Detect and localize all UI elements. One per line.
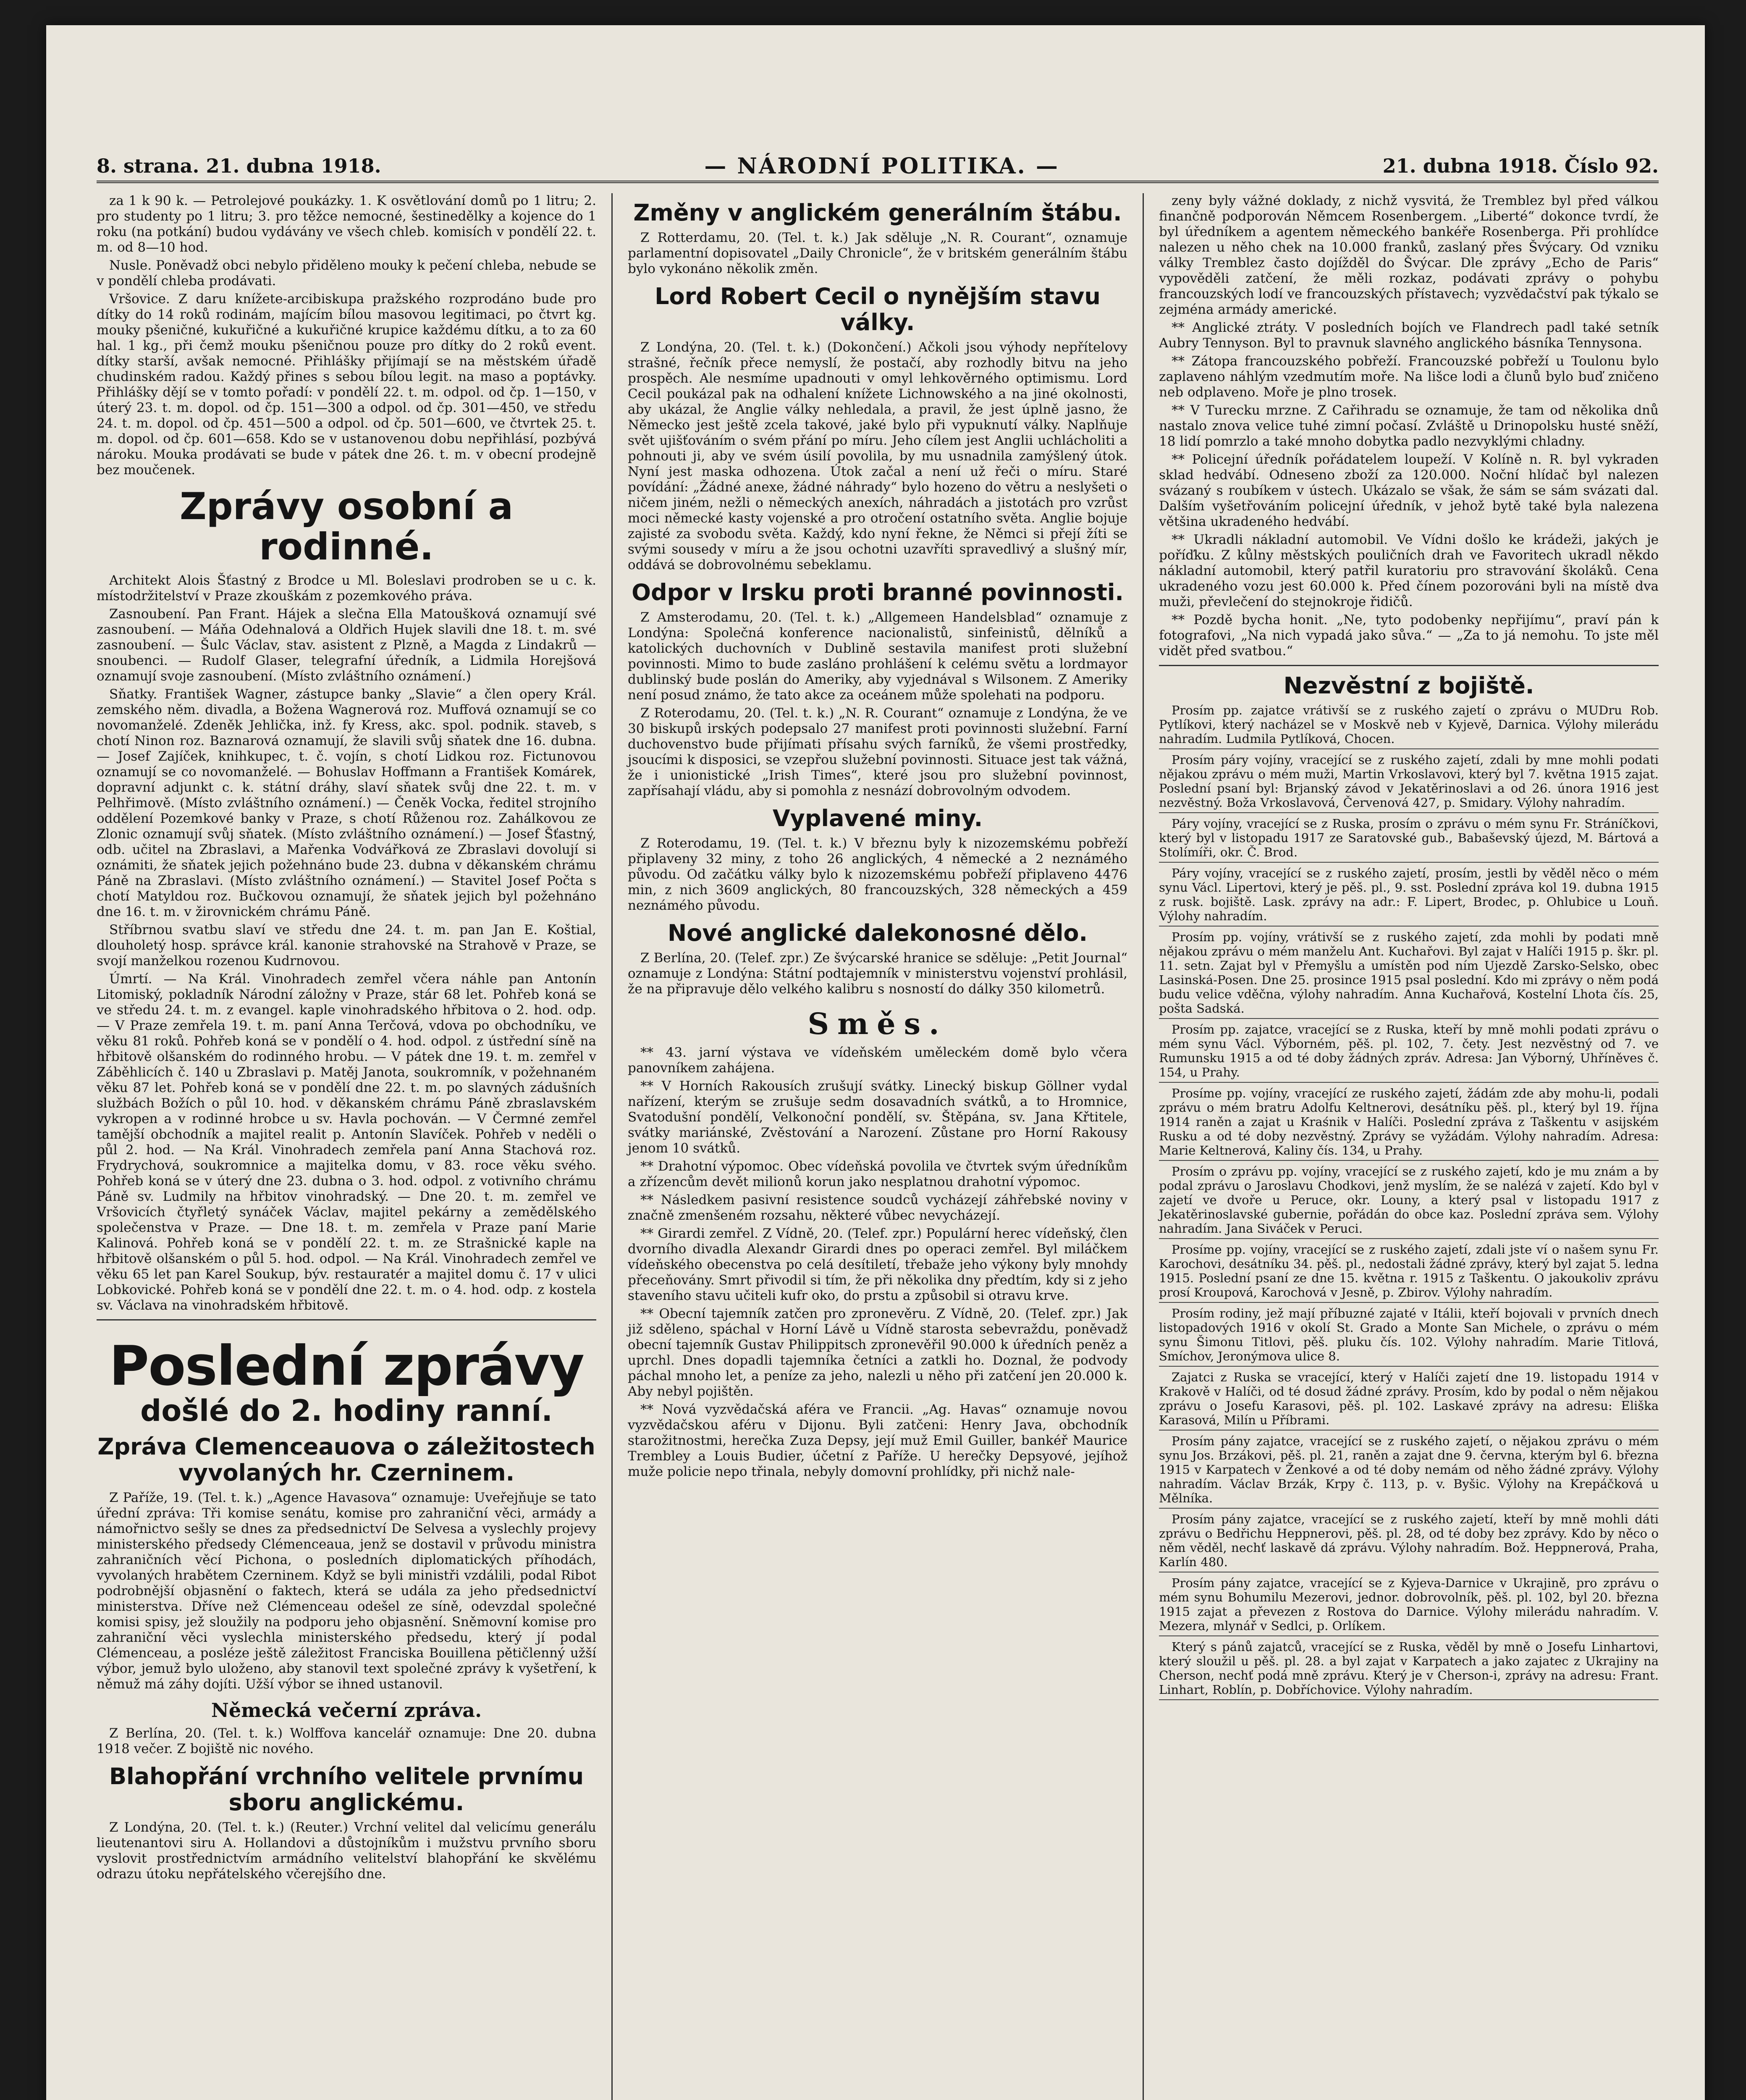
notice: Prosíme pp. vojíny, vracející ze ruského zajetí, žádám zde aby mohu-li, podali zprávu o mém bratru Adolfu Keltnerovi, desátníku pěš. pl., který byl 19. října 1914 raněn a zajat u Kraśnik v Halíči. Poslední zpráva z Taškentu v asijském Rusku a od té doby nezvěstný. Zprávy se vyžádám. Výlohy nahradím. Adresa: Marie Keltnerová, Kaliny čís. 134, u Prahy. [1159, 1086, 1659, 1161]
article-text: Sňatky. František Wagner, zástupce banky „Slavie“ a člen opery Král. zemského něm. divadla, a Božena Wagnerová roz. Muffová oznamují se co novomanželé. Zdeněk Jehlička, inž. fy Kress, akc. spol. podnik. staveb, s chotí Ninon roz. Baznarová oznamují, že slavili svůj sňatek dne 16. dubna. — Josef Zajíček, knihkupec, t. č. vojín, s chotí Lidkou roz. Fictunovou oznamují se co novomanželé. — Bohuslav Hoffmann a František Komárek, dopravní adjunkt c. k. státní dráhy, slaví sňatek svůj dne 22. t. m. v Pelhřimově. (Místo zvláštního oznámení.) — Čeněk Vocka, ředitel strojního oddělení Pozemkové banky v Praze, s chotí Růženou roz. Zahálkovou ze Zlonic oznamují svůj sňatek. (Místo zvláštního oznámení.) — Josef Šťastný, odb. učitel na Zbraslavi, a Mařenka Vodvářková ze Zbraslavi dovolují si oznámiti, že sňatek jejich požehnáno bude 23. dubna v děkanském chrámu Páně na Zbraslavi. (Místo zvláštního oznámení.) — Stavitel Josef Počta s chotí Matyldou roz. Bučkovou oznamují, že sňatek jejich byl požehnáno dne 16. t. m. v žirovnickém chrámu Páně. [97, 687, 596, 919]
article-text: ** Následkem pasivní resistence soudců vycházejí záhřebské noviny v značně zmenšeném rozsahu, některé vůbec nevycházejí. [628, 1192, 1127, 1223]
article-text: Z Roterodamu, 19. (Tel. t. k.) V březnu byly k nizozemskému pobřeží připlaveny 32 miny, z toho 26 anglických, 4 německé a 2 neznámého původu. Od začátku války bylo k nizozemskému pobřeží připlaveno 4476 min, z nich 3609 anglických, 80 francouzských, 328 německých a 459 neznámého původu. [628, 836, 1127, 913]
notice: Prosím rodiny, jež mají příbuzné zajaté v Itálii, kteří bojovali v prvních dnech listopadových 1916 v okolí St. Grado a Monte San Michele, o zprávu o mém synu Šimonu Titlovi, pěš. pluku čís. 102. Výlohy nahradím. Marie Titlová, Smíchov, Jeronýmova ulice 8. [1159, 1306, 1659, 1367]
article-text: Z Berlína, 20. (Telef. zpr.) Ze švýcarské hranice se sděluje: „Petit Journal“ oznamuje z Londýna: Státní podtajemník v ministerstvu vojenství prohlásil, že na připravuje dělo velkého kalibru s nosností do dálky 350 kilometrů. [628, 950, 1127, 997]
article-text: ** Obecní tajemník zatčen pro zpronevěru. Z Vídně, 20. (Telef. zpr.) Jak již sděleno, spáchal v Horní Lávě u Vídně starosta sebevraždu, poněvadž obecní tajemník Gustav Philippitsch zpronevěřil 90.000 k úředních peněz a uprchl. Dnes dopadli tajemníka četníci a zatkli ho. Doznal, že podvody páchal mnoho let, a peníze za jeho, nalezli u něho při zatčení jen 20.000 k. Aby nebyl pojištěn. [628, 1306, 1127, 1399]
article-text: Z Amsterodamu, 20. (Tel. t. k.) „Allgemeen Handelsblad“ oznamuje z Londýna: Společná konference nacionalistů, sinfeinistů, dělníků a katolických duchovních v Dublině sestavila manifest proti služební povinnosti. Mimo to bude zasláno prohlášení k celému světu a lordmayor dublinský bude poslán do Ameriky, aby vyjednával s Wilsonem. Z Ameriky není posud známo, že tato akce za oceánem může spolehati na podporu. [628, 610, 1127, 703]
article-text: za 1 k 90 k. — Petrolejové poukázky. 1. K osvětlování domů po 1 litru; 2. pro studenty po 1 litru; 3. pro těžce nemocné, šestinedělky a kojence do 1 roku (na potkání) budou vydávány ve všech chleb. komisích v pondělí 22. t. m. od 8—10 hod. [97, 193, 596, 255]
article-heading: Lord Robert Cecil o nynějším stavu války. [655, 283, 1101, 336]
missing-persons-notices [1159, 703, 1659, 1700]
columns [97, 193, 1659, 2100]
article-text: Z Rotterdamu, 20. (Tel. t. k.) Jak sděluje „N. R. Courant“, oznamuje parlamentní dopisovatel „Daily Chronicle“, že v britském generálním štábu bylo vykonáno několik změn. [628, 230, 1127, 276]
notice: Zajatci z Ruska se vracející, který v Halíči zajetí dne 19. listopadu 1914 v Krakově v Halíči, od té dosud žádné zprávy. Prosím, kdo by podal o něm nějakou zprávu o Josefu Karasovi, pěš. pl. 102. Laskavé zprávy na adresu: Eliška Karasová, Milín u Příbrami. [1159, 1370, 1659, 1431]
article-text: ** Policejní úředník pořádatelem loupeží. V Kolíně n. R. byl vykraden sklad hedvábí. Odneseno zboží za 120.000. Noční hlídač byl nalezen svázaný s roubíkem v ústech. Ukázalo se však, že sám se sám svázati dal. Dalším vyšetřováním policejní úředník, v jehož bytě také byla nalezena většina ukradeného hedvábí. [1159, 452, 1659, 529]
masthead: — NÁRODNÍ POLITIKA. — [704, 153, 1059, 179]
article-text: Vršovice. Z daru knížete-arcibiskupa pražského rozprodáno bude pro dítky do 14 roků rodinám, majícím bílou masovou legitimaci, po čtvrt kg. mouky pšeničné, kukuřičné a kukuřičné krupice každému dítku, a to za 60 hal. 1 kg., při čemž mouku pšeničnou pouze pro dítky do 2 roků event. dítky starší, avšak nemocné. Přihlášky přijímají se na městském úřadě chudinském radou. Každý přines s sebou bílou legit. na maso a poptávky. Přihlášky dějí se v tomto pořadí: v pondělí 22. t. m. odpol. od čp. 1—150, v úterý 23. t. m. dopol. od čp. 151—300 a odpol. od čp. 301—450, ve středu 24. t. m. dopol. od čp. 451—500 a odpol. od čp. 501—600, ve čtvrtek 25. t. m. dopol. od čp. 601—658. Kdo se v ustanovenou dobu nepřihlásí, pozbývá nároku. Mouka prodávati se bude v pátek dne 26. t. m. v obecní prodejně bez moučenek. [97, 291, 596, 478]
article-text: ** Drahotní výpomoc. Obec vídeňská povolila ve čtvrtek svým úředníkům a zřízencům devět milionů korun jako nesplatnou drahotní výpomoc. [628, 1159, 1127, 1189]
section-heading: Směs. [807, 1006, 948, 1041]
article-heading: Změny v anglickém generálním štábu. [633, 200, 1122, 226]
article-text: Z Berlína, 20. (Tel. t. k.) Wolffova kancelář oznamuje: Dne 20. dubna 1918 večer. Z bojiště nic nového. [97, 1726, 596, 1756]
article-text: ** V Turecku mrzne. Z Cařihradu se oznamuje, že tam od několika dnů nastalo znova velice tuhé zimní počasí. Zvláště u Drinopolsku husté sněží, 18 lidí pomrzlo a také mnoho dobytka padlo nezvyklými chladny. [1159, 403, 1659, 449]
article-text: ** V Horních Rakousích zrušují svátky. Linecký biskup Göllner vydal nařízení, kterým se zrušuje sedm dosavadních svátků, a to Hromnice, Svatodušní pondělí, Velkonoční pondělí, sv. Štěpána, sv. Jana Křtitele, svátky mariánské, Zvěstování a Narození. Zůstane pro Horní Rakousy jenom 10 svátků. [628, 1079, 1127, 1156]
article-text: Z Londýna, 20. (Tel. t. k.) (Reuter.) Vrchní velitel dal velicímu generálu lieutenantovi siru A. Hollandovi a důstojníkům i mužstvu prvního sboru vyslovit prostřednictvím armádního velitelství blahopřání ke skvělému odrazu útoku nepřátelského včerejšího dne. [97, 1820, 596, 1882]
article-text: ** Anglické ztráty. V posledních bojích ve Flandrech padl také setník Aubry Tennyson. Byl to pravnuk slavného anglického básníka Tennysona. [1159, 320, 1659, 351]
notice: Páry vojíny, vracející se z Ruska, prosím o zprávu o mém synu Fr. Stráníčkovi, který byl v listopadu 1917 ze Saratovské gub., Babaševský újezd, M. Bártová a Stolímíři, okr. Č. Brod. [1159, 816, 1659, 863]
divider [1159, 665, 1659, 666]
article-text: ** 43. jarní výstava ve vídeňském uměleckém domě bylo včera panovníkem zahájena. [628, 1045, 1127, 1076]
article-text: Z Londýna, 20. (Tel. t. k.) (Dokončení.) Ačkoli jsou výhody nepřítelovy strašné, řečník přece nemyslí, že postačí, aby rozhodly bitvu na jeho prospěch. Ale nesmíme upadnouti v omyl lehkověrného optimismu. Lord Cecil poukázal pak na odhalení knížete Lichnowského a na jiné okolnosti, aby ukázal, že Anglie války nehledala, a pravil, že jest úplně jasno, že Německo jest ještě zcela takové, jaké bylo při vypuknutí války. Naplňuje svět ujišťováním o svém přání po míru. Jeho cílem jest Anglii uchlácholiti a pohnouti ji, aby ve svém úsilí povolila, by mu usnadnila zamýšlený útok. Nyní jest maska odhozena. Útok začal a není už řeči o míru. Staré povídání: „Žádné anexe, žádné náhrady“ bylo hozeno do větru a neslyšeti o ničem jiném, nežli o německých anexích, náhradách a jistotách pro vzrůst moci německé kasty vojenské a pro otročení ostatního světa. Anglie bojuje zajisté za svobodu světa. Každý, kdo nyní řekne, že Němci si přejí žíti se svými sousedy v míru a že jsou ochotni uzavříti spravedlivý a slušný mír, oddává se dobrovolnému sebeklamu. [628, 340, 1127, 572]
article-text: Stříbrnou svatbu slaví ve středu dne 24. t. m. pan Jan E. Koštial, dlouholetý hosp. správce král. kanonie strahovské na Strahově v Praze, se svojí manželkou rozenou Kudrnovou. [97, 922, 596, 969]
header-right: 21. dubna 1918. Číslo 92. [1382, 155, 1659, 177]
header-left: 8. strana. 21. dubna 1918. [97, 155, 381, 177]
notice: Páry vojíny, vracející se z ruského zajetí, prosím, jestli by věděl něco o mém synu Václ. Lipertovi, který je pěš. pl., 9. sst. Poslední zpráva kol 19. dubna 1915 z rusk. bojiště. Lask. zprávy na adr.: F. Lipert, Brodec, p. Ohlubice u Louň. Výlohy nahradím. [1159, 866, 1659, 927]
notice: Prosím pány zajatce, vracející se z ruského zajetí, o nějakou zprávu o mém synu Jos. Brzákovi, pěš. pl. 21, raněn a zajat dne 9. června, kterým byl 6. března 1915 v Karpatech v Ženkové a od té doby nemám od něho žádné zprávy. Výlohy nahradím. Václav Brzák, Krpy č. 113, p. v. Byšic. Výlohy na Krepáčková u Mělníka. [1159, 1434, 1659, 1509]
newspaper-page [46, 25, 1705, 2100]
notice: Prosíme pp. vojíny, vracející se z ruského zajetí, zdali jste ví o našem synu Fr. Karochovi, desátníku 34. pěš. pl., nedostali žádné zprávy, který byl zajat 5. ledna 1915. Poslední psaní ze dne 15. května r. 1915 z Taškentu. O jakoukoliv zprávu prosí Kroupová, Karochová v Jesně, p. Zbirov. Výlohy nahradím. [1159, 1242, 1659, 1303]
notice: Prosím pp. vojíny, vrátivší se z ruského zajetí, zda mohli by podati mně nějakou zprávu o mém manželu Ant. Kuchařovi. Byl zajat v Halíči 1915 p. škr. pl. 11. setn. Zajat byl v Přemyšlu a umístěn pod ním Ujezdě Zarsko-Selsko, obec Lasinská-Posen. Dne 25. prosince 1915 psal poslední. Kdo mi zprávy o něm podá budu velice vděčna, výlohy nahradím. Anna Kuchařová, Kostelní Lhota čís. 25, pošta Sadská. [1159, 930, 1659, 1019]
section-heading-large: Poslední zprávy [109, 1334, 584, 1398]
notice: Prosím pp. zajatce, vracející se z Ruska, kteří by mně mohli podati zprávu o mém synu Václ. Výborném, pěš. pl. 102, 7. čety. Jest nezvěstný od 7. ve Rumunsku 1915 a od té doby žádných zpráv. Adresa: Jan Výborný, Uhříněves č. 154, u Prahy. [1159, 1022, 1659, 1083]
article-text: Z Roterodamu, 20. (Tel. t. k.) „N. R. Courant“ oznamuje z Londýna, že ve 30 biskupů irských podepsalo 27 manifest proti povinnosti služební. Farní duchovenstvo bude přijímati přísahu svých farníků, že všemi prostředky, jsoucími k disposici, se vzepřou služební povinnosti. Situace jest tak vážná, že i unionistické „Irish Times“, které jsou pro služební povinnost, zapřísahají vládu, aby si pomohla z nesnází dobrovolným odvodem. [628, 706, 1127, 798]
section-subheading: došlé do 2. hodiny ranní. [140, 1394, 553, 1428]
article-text: ** Zátopa francouzského pobřeží. Francouzské pobřeží u Toulonu bylo zaplaveno náhlým vzedmutím moře. Na lišce lodi a člunů bylo buď zničeno neb odplaveno. Moře je plno trosek. [1159, 354, 1659, 400]
article-heading: Vyplavené miny. [772, 805, 983, 832]
article-heading: Německá večerní zpráva. [211, 1699, 482, 1722]
section-heading: Zprávy osobní a rodinné. [179, 485, 514, 568]
notice: Prosím pány zajatce, vracející se z Kyjeva-Darnice v Ukrajině, pro zprávu o mém synu Bohumilu Mezerovi, jednor. dobrovolník, pěš. pl. 102, byl 20. března 1915 zajat a převezen z Rostova do Darnice. Výlohy milerádu nahradím. V. Mezera, mlynář v Sedlci, p. Orlíkem. [1159, 1576, 1659, 1636]
article-heading: Odpor v Irsku proti branné povinnosti. [632, 579, 1124, 606]
article-text: ** Ukradli nákladní automobil. Ve Vídni došlo ke krádeži, jakých je poříďku. Z kůlny městských pouličních drah ve Favoritech ukradl někdo nákladní automobil, který patřil kuratoriu pro stravování školáků. Cena ukradeného vozu jest 60.000 k. Před čínem pozorováni byli na místě dva muži, převlečení do stejnokroje řidičů. [1159, 532, 1659, 609]
notice: Prosím pp. zajatce vrátivší se z ruského zajetí o zprávu o MUDru Rob. Pytlíkovi, který nacházel se v Moskvě neb v Kyjevě, Darnica. Výlohy milerádu nahradím. Ludmila Pytlíková, Chocen. [1159, 703, 1659, 749]
notice: Prosím o zprávu pp. vojíny, vracející se z ruského zajetí, kdo je mu znám a by podal zprávu o Jaroslavu Chodkovi, jenž myslím, že se nalézá v zajetí. Kdo byl v zajetí ve dvoře u Peruce, okr. Louny, a který psal v listopadu 1917 z Jekatěrinoslavské gubernie, pořádán do obce kaz. Poslední zpráva sem. Výlohy nahradím. Jana Siváček v Peruci. [1159, 1164, 1659, 1239]
notice: Prosím pány zajatce, vracející se z ruského zajetí, kteří by mně mohli dáti zprávu o Bedřichu Heppnerovi, pěš. pl. 28, od té doby bez zprávy. Kdo by něco o něm věděl, nechť laskavě dá zprávu. Výlohy nahradím. Bož. Heppnerová, Praha, Karlín 480. [1159, 1512, 1659, 1572]
column-2 [611, 193, 1143, 2100]
article-text: ** Pozdě bycha honit. „Ne, tyto podobenky nepřijímu“, praví pán k fotografovi, „Na nich vypadá jako sůva.“ — „Za to já nemohu. To jste měl vidět před svatbou.“ [1159, 612, 1659, 659]
column-3 [1143, 193, 1659, 2100]
column-1 [97, 193, 611, 2100]
article-heading: Nové anglické dalekonosné dělo. [667, 920, 1088, 946]
divider [97, 1319, 596, 1320]
article-text: Úmrtí. — Na Král. Vinohradech zemřel včera náhle pan Antonín Litomiský, pokladník Národní záložny v Praze, stár 68 let. Pohřeb koná se ve středu 24. t. m. z evangel. kaple vinohradského hřbitova o 2. hod. odp. — V Praze zemřela 19. t. m. paní Anna Terčová, vdova po obchodníku, ve věku 81 roků. Pohřeb koná se v pondělí o 4. hod. odpol. z ústřední síně na hřbitově olšanském do rodinného hrobu. — V pátek dne 19. t. m. zemřel v Záběhlicích č. 140 u Zbraslavi p. Matěj Janota, soukromník, v požehnaném věku 87 let. Pohřeb koná se v pondělí dne 22. t. m. po slavných zádušních službách Božích o půl 10. hod. v děkanském chrámu Páně zbraslavském vykropen a v rodinné hrobce u sv. Havla pochován. — V Čermné zemřel tamější obchodník a majitel realit p. Antonín Slavíček. Pohřeb v neděli o půl 2. hod. — Na Král. Vinohradech zemřela paní Anna Stachová roz. Frydrychová, soukromnice a majitelka domu, v 83. roce věku svého. Pohřeb koná se v úterý dne 23. dubna o 3. hod. odpol. z votivního chrámu Páně sv. Ludmily na hřbitov vinohradský. — Dne 20. t. m. zemřel ve Vršovicích čtyřletý synáček Václav, majitel pekárny a zemědělského společenstva v Praze. — Dne 18. t. m. zemřela v Praze paní Marie Kalinová. Pohřeb koná se v pondělí 22. t. m. ze Strašnické kaple na hřbitově olšanském o půl 5. hod. odpol. — Na Král. Vinohradech zemřel ve věku 65 let pan Karel Soukup, býv. restauratér a majitel domu č. 17 v ulici Lobkovické. Pohřeb koná se v pondělí dne 22. t. m. o 4. hod. odp. z kostela sv. Václava na vinohradském hřbitově. [97, 971, 596, 1313]
article-heading: Blahopřání vrchního velitele prvnímu sboru anglickému. [109, 1763, 584, 1816]
article-text: Zasnoubení. Pan Frant. Hájek a slečna Ella Matoušková oznamují své zasnoubení. — Máňa Odehnalová a Oldřich Hujek slavili dne 18. t. m. své zasnoubení. — Šulc Václav, stav. asistent z Plzně, a Magda z Lindakrů — snoubenci. — Rudolf Glaser, telegrafní úředník, a Lidmila Horejšová oznamují svoje zasnoubení. (Místo zvláštního oznámení.) [97, 606, 596, 684]
article-text: zeny byly vážné doklady, z nichž vysvitá, že Tremblez byl před válkou finančně podporován Němcem Rosenbergem. „Liberté“ dokonce tvrdí, že byl úředníkem a agentem německého bankéře Rosenberga. Při prohlídce nalezen u něho chek na 10.000 franků, zaslaný přes Švýcary. Od vzniku války Tremblez často dojížděl do Švýcar. Dle zprávy „Echo de Paris“ vypověděli zatčení, že měli rozkaz, podávati zprávy o pohybu francouzských lodí ve francouzských přístavech; vyzvědačství pak týkalo se zejména armády americké. [1159, 193, 1659, 317]
article-text: Architekt Alois Šťastný z Brodce u Ml. Boleslavi prodroben se u c. k. místodržitelství v Praze zkouškám z pozemkového práva. [97, 573, 596, 604]
page-header [97, 151, 1659, 183]
article-text: ** Girardi zemřel. Z Vídně, 20. (Telef. zpr.) Populární herec vídeňský, člen dvorního divadla Alexandr Girardi dnes po operaci zemřel. Byl miláčkem vídeňského obecenstva po celá desítiletí, třebaže jeho výkony byly mnohdy přeceňovány. Smrt přivodil si tím, že při několika dny předtím, kdy si z jeho staveního stavu učiteli kufr oko, do prstu a způsobil si otravu krve. [628, 1226, 1127, 1303]
article-heading: Zpráva Clemenceauova o záležitostech vyvolaných hr. Czerninem. [97, 1433, 595, 1486]
article-text: Z Paříže, 19. (Tel. t. k.) „Agence Havasova“ oznamuje: Uveřejňuje se tato úřední zpráva: Tři komise senátu, komise pro zahraniční věci, armády a námořnictvo sešly se dnes za předsednictví De Selvesa a vyslechly projevy ministerského předsedy Clémenceaua, jenž se dostavil v průvodu ministra zahraničních věcí Pichona, o posledních diplomatických příhodách, vyvolaných hrabětem Czerninem. Když se byli ministři vzdálili, podal Ribot podrobnější objasnění o faktech, která se udála za jeho předsednictví ministerstva. Dříve než Clémenceau odešel ze síně, odevzdal společné komisi spisy, jež sloužily na podporu jeho objasnění. Sněmovní komise pro zahraniční věci vyslechla ministerského předsedu, který jí podal Clémenceau, a posléze ještě záležitost Franciska Bouillena pětičlenný užší výbor, jemuž bylo uloženo, aby stanovil text společné zprávy k vyšetření, k němuž má záhy dojíti. Užší výbor se ihned ustanovil. [97, 1490, 596, 1692]
notice: Prosím páry vojíny, vracející se z ruského zajetí, zdali by mne mohli podati nějakou zprávu o mém muži, Martin Vrkoslavovi, který byl 7. května 1915 zajat. Poslední psaní byl: Brjanský závod v Jekatěrinoslavi a od 26. února 1916 jest nezvěstný. Boža Vrkoslavová, Červenová 427, p. Smidary. Výlohy nahradím. [1159, 753, 1659, 813]
notice: Který s pánů zajatců, vracející se z Ruska, věděl by mně o Josefu Linhartovi, který sloužil u pěš. pl. 28. a byl zajat v Karpatech a jako zajatec z Ukrajiny na Cherson, nechť podá mně zprávu. Který je v Cherson-i, zprávy na adresu: Frant. Linhart, Roblín, p. Dobříchovice. Výlohy nahradím. [1159, 1640, 1659, 1700]
section-heading: Nezvěstní z bojiště. [1283, 672, 1534, 699]
article-text: ** Nová vyzvědačská aféra ve Francii. „Ag. Havas“ oznamuje novou vyzvědačskou aféru v Dijonu. Byli zatčeni: Henry Java, obchodník starožitnostmi, herečka Zuza Depsy, její muž Emil Guiller, bankéř Maurice Trembley a Louis Budier, účetní z Paříže. U herečky Depsyové, jejíhož muže policie nepo třinala, nebyly domovní prohlídky, při nichž nale- [628, 1402, 1127, 1479]
article-text: Nusle. Poněvadž obci nebylo přiděleno mouky k pečení chleba, nebude se v pondělí chleba prodávati. [97, 258, 596, 289]
